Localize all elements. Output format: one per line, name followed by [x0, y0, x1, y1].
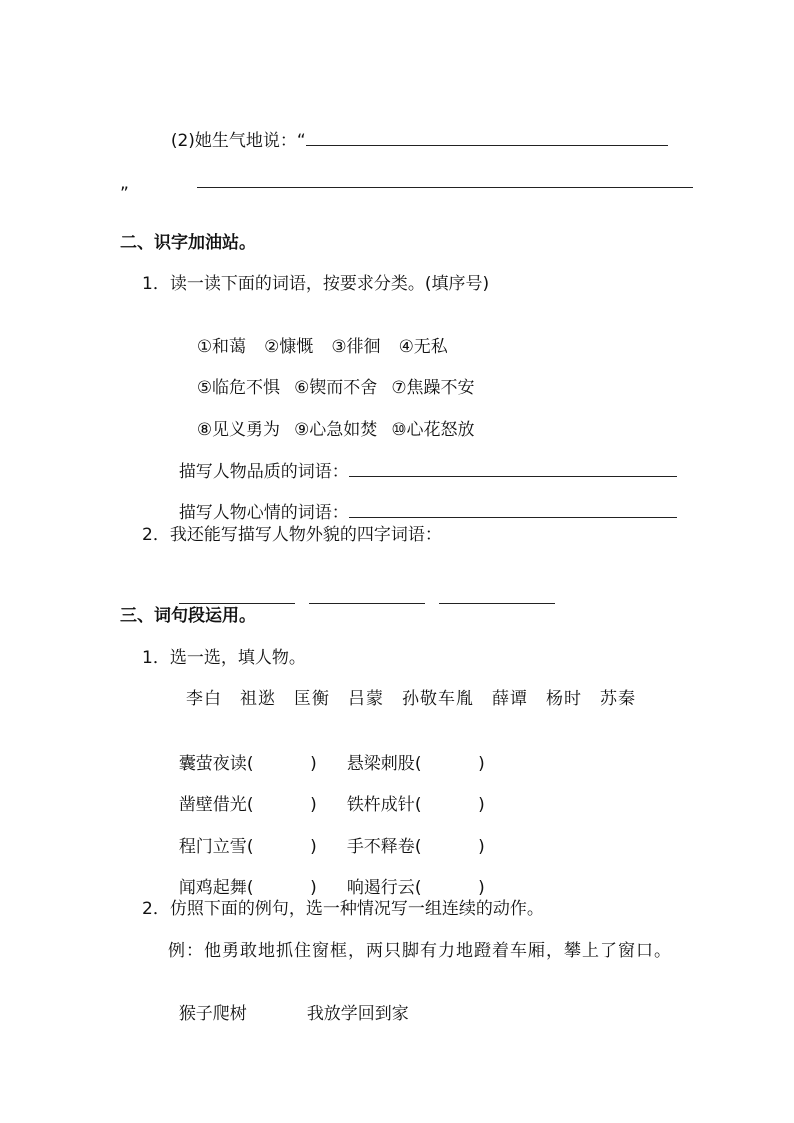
- quote-prefix: (2)她生气地说：“: [170, 131, 306, 151]
- quality-line: [168, 439, 677, 483]
- word-item: ⑤临危不惧: [196, 378, 281, 398]
- quote-line: [160, 108, 668, 152]
- answer-blank[interactable]: [439, 588, 555, 604]
- answer-blank[interactable]: [309, 588, 425, 604]
- word-row-3: [186, 397, 475, 441]
- answer-paren[interactable]: ( ): [414, 754, 485, 774]
- section-heading: 二、识字加油站。: [120, 233, 256, 253]
- idiom-row: [168, 855, 485, 899]
- idiom-label: 程门立雪: [178, 837, 247, 857]
- answer-paren[interactable]: ( ): [414, 795, 485, 815]
- word-item: ①和蔼: [196, 337, 247, 357]
- idiom-label: 手不释卷: [346, 837, 415, 857]
- idiom-row: [168, 772, 485, 816]
- answer-paren[interactable]: ( ): [246, 878, 317, 898]
- word-item: ⑧见义勇为: [196, 420, 281, 440]
- question-2: 2．我还能写描写人物外貌的四字词语：: [142, 525, 442, 545]
- word-item: ⑦焦躁不安: [391, 378, 475, 398]
- answer-paren[interactable]: ( ): [414, 878, 485, 898]
- idiom-row: [168, 814, 485, 858]
- word-item: ②慷慨: [264, 337, 314, 357]
- idiom-label: 悬梁刺股: [346, 754, 415, 774]
- example-sentence: 例：他勇敢地抓住窗框，两只脚有力地蹬着车厢，攀上了窗口。: [168, 941, 672, 961]
- answer-blank[interactable]: [179, 588, 295, 604]
- answer-blank[interactable]: [349, 461, 677, 477]
- blank-row: [168, 566, 555, 610]
- mood-label: 描写人物心情的词语：: [178, 503, 349, 523]
- idiom-label: 闻鸡起舞: [178, 878, 247, 898]
- options-row: [168, 981, 409, 1025]
- word-item: ⑨心急如焚: [294, 420, 378, 440]
- idiom-label: 铁杵成针: [346, 795, 415, 815]
- option-label: 我放学回到家: [306, 1004, 409, 1024]
- word-row-1: [186, 314, 448, 358]
- people-list: 李白 祖逖 匡衡 吕蒙 孙敬车胤 薛谭 杨时 苏秦: [186, 689, 636, 709]
- question-2: 2．仿照下面的例句，选一种情况写一组连续的动作。: [142, 899, 544, 919]
- question-1: 1．读一读下面的词语，按要求分类。(填序号): [142, 274, 490, 294]
- word-item: ④无私: [398, 337, 448, 357]
- word-item: ③徘徊: [331, 337, 381, 357]
- mood-line: [168, 480, 677, 524]
- answer-paren[interactable]: ( ): [246, 837, 317, 857]
- answer-paren[interactable]: ( ): [246, 795, 317, 815]
- answer-blank[interactable]: [349, 502, 677, 518]
- answer-blank[interactable]: [306, 130, 668, 146]
- word-row-2: [186, 355, 475, 399]
- answer-paren[interactable]: ( ): [246, 754, 317, 774]
- section-heading: 三、词句段运用。: [120, 606, 256, 626]
- idiom-label: 响遏行云: [346, 878, 415, 898]
- word-item: ⑩心花怒放: [391, 420, 475, 440]
- idiom-row: [168, 731, 485, 775]
- idiom-label: 凿壁借光: [178, 795, 247, 815]
- quote-line-2: [186, 150, 693, 194]
- idiom-label: 囊萤夜读: [178, 754, 247, 774]
- option-label: 猴子爬树: [178, 1004, 247, 1024]
- word-item: ⑥锲而不舍: [294, 378, 378, 398]
- close-quote: ”: [120, 184, 129, 204]
- answer-paren[interactable]: ( ): [414, 837, 485, 857]
- quality-label: 描写人物品质的词语：: [178, 462, 349, 482]
- answer-blank[interactable]: [197, 172, 693, 188]
- question-1: 1．选一选，填人物。: [142, 648, 306, 668]
